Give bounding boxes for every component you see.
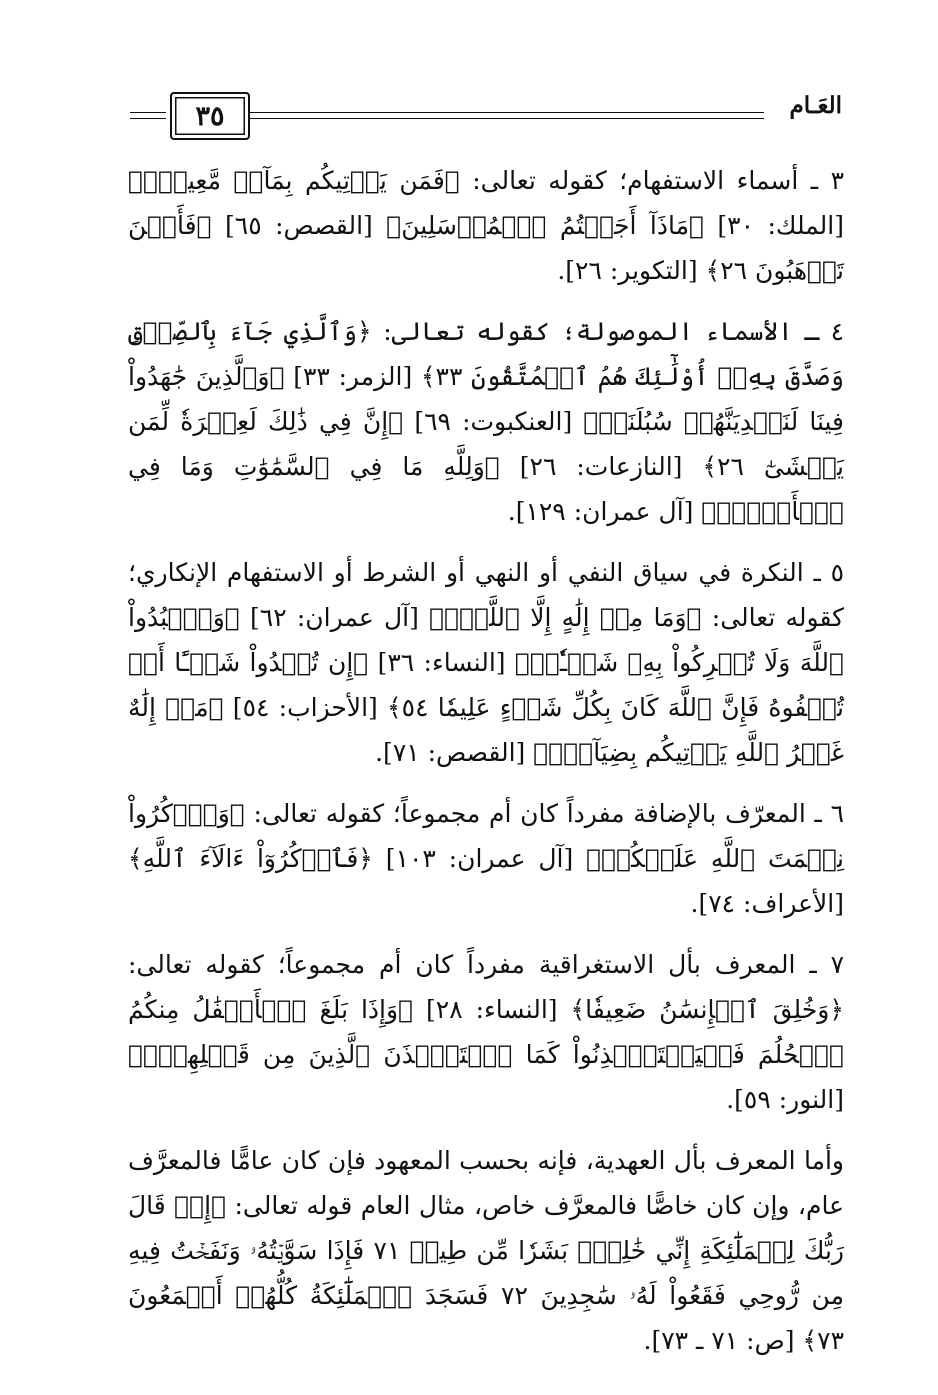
page-header [130, 84, 842, 144]
paragraph-al-ahdiya: وأما المعرف بأل العهدية، فإنه بحسب المعهود فإن كان عامًّا فالمعرَّف عام، وإن كان خاصًّا فالمعرَّف خاص، مثال العام قوله تعالى: ﴿إِذۡ قَالَ رَبُّكَ لِلۡمَلَٰٓئِكَةِ إِنِّي خَٰلِقُۢ بَشَرٗا مِّن طِينٖ ٧١ فَإِذَا سَوَّيۡتُهُۥ وَنَفَخۡتُ فِيهِ مِن رُّوحِي فَقَعُواْ لَهُۥ سَٰجِدِينَ ٧٢ فَسَجَدَ ٱلۡمَلَٰٓئِكَةُ كُلُّهُمۡ أَجۡمَعُونَ ٧٣﴾ [ص: ٧١ ـ ٧٣]. [128, 1146, 844, 1355]
running-title: العَـام [789, 92, 842, 119]
page-body [128, 158, 844, 1379]
paragraph-5-indefinite-noun: ٥ ـ النكرة في سياق النفي أو النهي أو الشرط أو الاستفهام الإنكاري؛ كقوله تعالى: ﴿وَمَا مِنۡ إِلَٰهٍ إِلَّا ٱللَّهُۚ﴾ [آل عمران: ٦٢] ﴿وَٱعۡبُدُواْ ٱللَّهَ وَلَا تُشۡرِكُواْ بِهِۦ شَيۡـٔٗاۖ﴾ [النساء: ٣٦] ﴿إِن تُبۡدُواْ شَيۡـًٔا أَوۡ تُخۡفُوهُ فَإِنَّ ٱللَّهَ كَانَ بِكُلِّ شَيۡءٍ عَلِيمٗا ٥٤﴾ [الأحزاب: ٥٤] ﴿مَنۡ إِلَٰهٌ غَيۡرُ ٱللَّهِ يَأۡتِيكُم بِضِيَآءٍۖ﴾ [القصص: ٧١]. [128, 558, 844, 767]
paragraph-6-idafa: ٦ ـ المعرّف بالإضافة مفرداً كان أم مجموعاً؛ كقوله تعالى: ﴿وَٱذۡكُرُواْ نِعۡمَتَ ٱللَّهِ عَلَيۡكُمۡ﴾ [آل عمران: ١٠٣] ﴿فَٱذۡكُرُوٓاْ ءَالَآءَ ٱللَّهِ﴾ [الأعراف: ٧٤]. [128, 799, 845, 918]
header-rule-left-lower [130, 118, 166, 119]
paragraph-7-al-istighraqiya: ٧ ـ المعرف بأل الاستغراقية مفرداً كان أم مجموعاً؛ كقوله تعالى: ﴿وَخُلِقَ ٱلۡإِنسَٰنُ ضَعِيفٗا﴾ [النساء: ٢٨] ﴿وَإِذَا بَلَغَ ٱلۡأَطۡفَٰلُ مِنكُمُ ٱلۡحُلُمَ فَلۡيَسۡتَـٔۡذِنُواْ كَمَا ٱسۡتَـٔۡذَنَ ٱلَّذِينَ مِن قَبۡلِهِمۡۚ﴾ [النور: ٥٩]. [128, 950, 844, 1114]
header-rule-right-lower [248, 118, 764, 119]
paragraph-4-relative-pronouns: ٤ ـ الأسماء الموصولة؛ كقوله تعالى: ﴿وَٱلَّذِي جَآءَ بِٱلصِّدۡقِ وَصَدَّقَ بِهِۦٓ أُوْلَٰٓئِكَ هُمُ ٱلۡمُتَّقُونَ ٣٣﴾ [الزمر: ٣٣] ﴿وَٱلَّذِينَ جَٰهَدُواْ فِينَا لَنَهۡدِيَنَّهُمۡ سُبُلَنَاۚ﴾ [العنكبوت: ٦٩] ﴿إِنَّ فِي ذَٰلِكَ لَعِبۡرَةٗ لِّمَن يَخۡشَىٰٓ ٢٦﴾ [النازعات: ٢٦] ﴿وَلِلَّهِ مَا فِي ٱلسَّمَٰوَٰتِ وَمَا فِي ٱلۡأَرۡضِۚ﴾ [آل عمران: ١٢٩]. [128, 317, 845, 526]
paragraph-3-interrogatives: ٣ ـ أسماء الاستفهام؛ كقوله تعالى: ﴿فَمَن يَأۡتِيكُم بِمَآءٖ مَّعِينِۭ﴾ [الملك: ٣٠] ﴿مَاذَآ أَجَبۡتُمُ ٱلۡمُرۡسَلِينَ﴾ [القصص: ٦٥] ﴿فَأَيۡنَ تَذۡهَبُونَ ٢٦﴾ [التكوير: ٢٦]. [128, 166, 844, 285]
header-rule-left [130, 112, 166, 113]
page-number-badge: ٣٥ [170, 92, 250, 140]
header-rule-right [248, 112, 764, 113]
